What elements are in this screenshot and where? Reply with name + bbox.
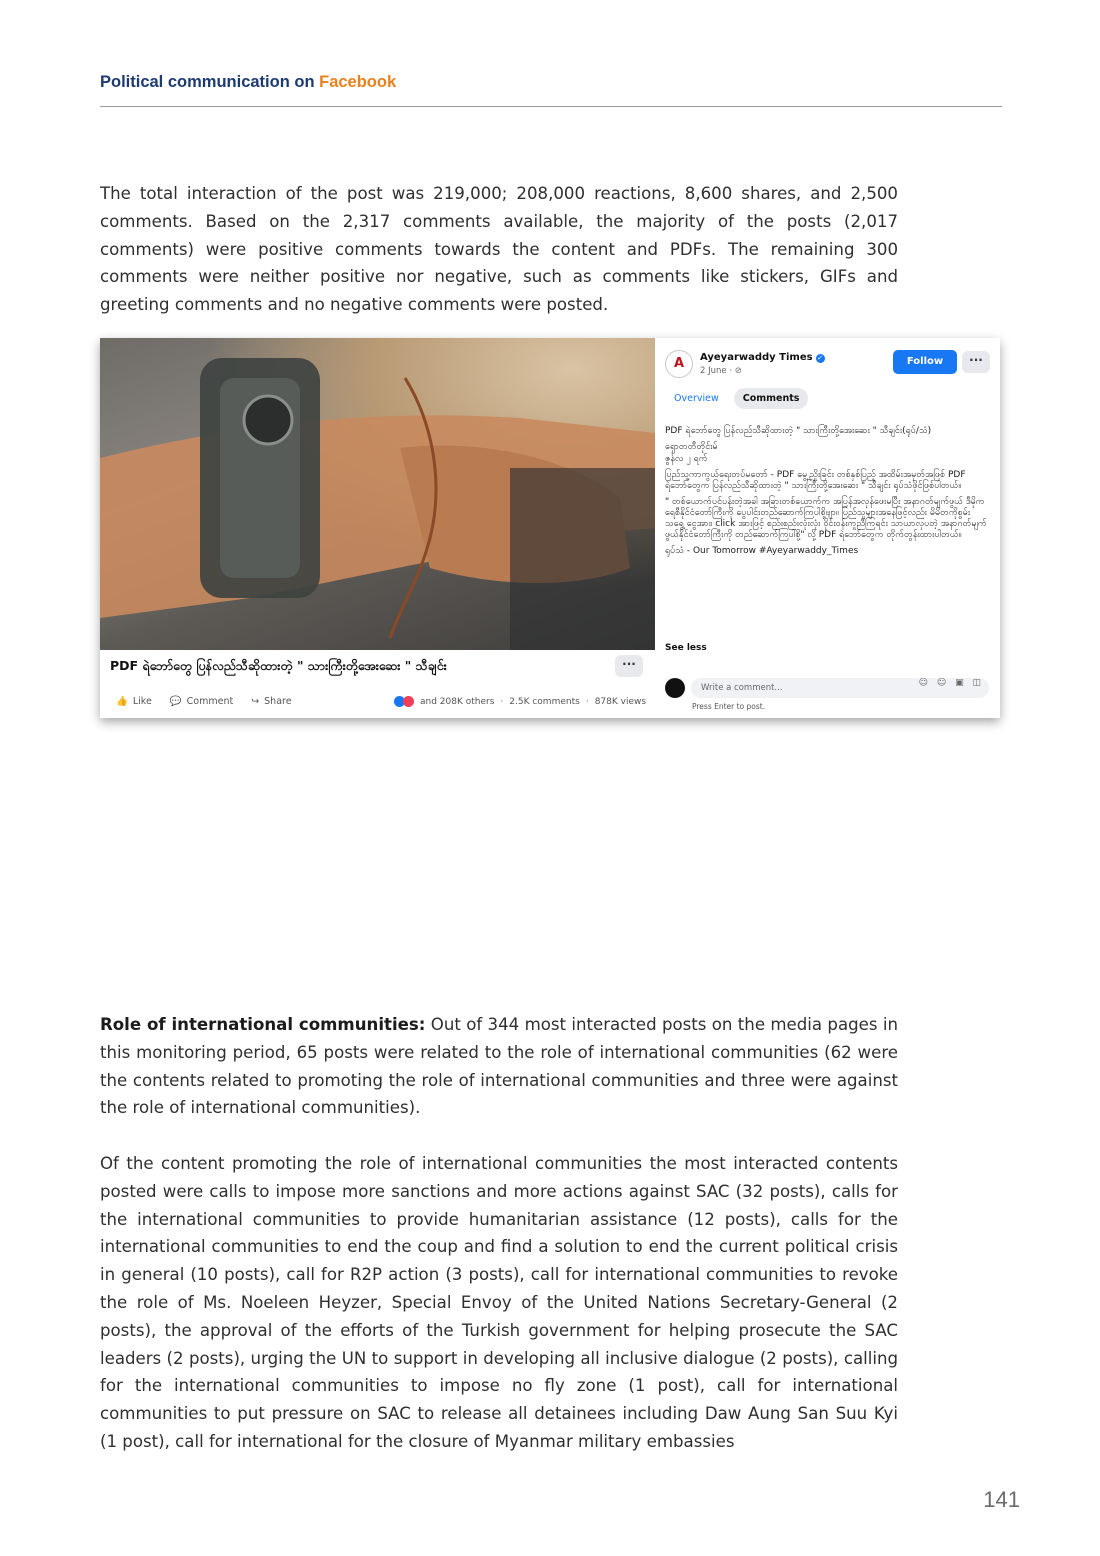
comment-bubble-icon: 💬 <box>169 696 182 707</box>
paragraph-international-role <box>100 1011 898 1122</box>
page-name[interactable] <box>700 352 825 363</box>
avatar <box>665 678 685 698</box>
more-options-button[interactable]: ··· <box>615 655 643 677</box>
comment-label: Comment <box>186 696 234 707</box>
post-line: ဇွန်လ ၂ ရက် <box>665 454 708 464</box>
post-line: " တစ်ယောက်ပင်ပန်းတဲ့အခါ အခြားတစ်ယောက်က အပြန်အလှန်ဖေးမပြီး အနာဂတ်မျက်ဖွယ် ဒီမိုကရေစီနိုင်ငံတော်ကြီးကို ပွေပါင်းတည်ဆောက်ကြပါစို့ဗျာ။ ပြည်သူများအနေဖြင့်လည်း မိမိတကိုစွမ်းသရွေ့ ငွေအား၊ click အားဖြင့် စည်းစည်းလုံးလုံး ဝိုင်းဝန်းကူညီကြရင်း သာယာလှပတဲ့ အနာဂတ်မျက်ဖွယ်နိုင်ငံတော်ကြီးကို တည်ဆောက်ကြပါစို့" လို့ PDF ရဲဘော်တွေက တိုက်တွန်းထားပါတယ်။ <box>665 497 987 540</box>
wrist-watch-photo <box>100 338 655 650</box>
post-date: 2 June · ⊘ <box>700 366 742 376</box>
header-title <box>100 73 396 91</box>
paragraph-interaction: The total interaction of the post was 219,000; 208,000 reactions, 8,600 shares, and 2,500 comments. Based on the 2,317 comments available, the majority of the posts (2,017 comments) were positive comments towards the content and PDFs. The remaining 300 comments were neither positive nor negative, such as comments like stickers, GIFs and greeting comments and no negative comments were posted. <box>100 184 898 315</box>
comment-composer <box>665 678 990 698</box>
see-less-link[interactable]: See less <box>665 643 707 653</box>
view-count: 878K views <box>594 696 647 707</box>
post-actions <box>116 696 292 707</box>
follow-button[interactable]: Follow <box>893 350 957 374</box>
tab-overview[interactable]: Overview <box>674 393 719 404</box>
post-caption-bar <box>100 650 655 718</box>
comment-input[interactable]: Write a comment... <box>691 678 989 698</box>
comment-count[interactable]: 2.5K comments <box>509 696 580 707</box>
paragraph-body: Out of 344 most interacted posts on the media pages in this monitoring period, 65 posts were related to the role of international communities (62 were the contents related to promoting the role of international communities and three were against the role of international communities). <box>100 1015 898 1118</box>
page-header <box>100 72 1002 107</box>
post-description <box>665 426 987 562</box>
comment-tool-icons[interactable]: ☺ ☺ ▣ ◫ <box>918 678 984 688</box>
like-button[interactable] <box>116 696 152 707</box>
facebook-post-screenshot <box>100 338 1000 718</box>
post-stats <box>394 696 646 707</box>
post-line: ပြည်သူ့ကာကွယ်ရေးတပ်မတော် - PDF မွေ့ညှိုးခြင်း တစ်နှစ်ပြည့် အထိမ်းအမှတ်အဖြစ် PDF ရဲဘော်တွေက ပြန်လည်သီဆိုထားတဲ့ " သားကြီးတို့အေးဆေး " သီချင်း ရုပ်သံဖိုင်ဖြစ်ပါတယ်။ <box>665 470 966 491</box>
love-reaction-icon <box>403 696 414 707</box>
stats-separator: · <box>500 696 504 707</box>
share-arrow-icon: ↪ <box>251 696 260 707</box>
comment-button[interactable] <box>170 696 233 707</box>
post-line: ရှောတတီတိုင်းမ် <box>665 442 718 452</box>
reaction-count[interactable]: and 208K others <box>420 696 495 707</box>
post-line: ရုပ်သံ - Our Tomorrow #Ayeyarwaddy_Times <box>665 546 859 556</box>
page-logo[interactable]: A <box>665 350 693 378</box>
page-name-text: Ayeyarwaddy Times <box>700 352 813 363</box>
post-title: PDF ရဲဘော်တွေ ပြန်လည်သီဆိုထားတဲ့ " သားကြီးတို့အေးဆေး " သီချင်း <box>110 658 447 673</box>
page-number: 141 <box>983 1487 1020 1512</box>
like-label: Like <box>132 696 152 707</box>
post-side-panel <box>655 338 1000 718</box>
press-enter-hint: Press Enter to post. <box>692 702 766 711</box>
header-title-accent: Facebook <box>319 73 397 91</box>
share-button[interactable] <box>251 696 291 707</box>
paragraph-content-promoting: Of the content promoting the role of international communities the most interacted contents posted were calls to impose more sanctions and more actions against SAC (32 posts), calls for the international communities to provide humanitarian assistance (12 posts), calls for the international communities to end the coup and find a solution to end the current political crisis in general (10 posts), call for R2P action (3 posts), call for international communities to revoke the role of Ms. Noeleen Heyzer, Special Envoy of the United Nations Secretary-General (2 posts), the approval of the efforts of the Turkish government for helping prosecute the SAC leaders (2 posts), urging the UN to support in developing all inclusive dialogue (2 posts), calling for the international communities to impose no fly zone (1 post), call for international communities to put pressure on SAC to release all detainees including Daw Aung San Suu Kyi (1 post), call for international for the closure of Myanmar military embassies <box>100 1154 898 1451</box>
share-label: Share <box>264 696 292 707</box>
verified-badge-icon: ✓ <box>817 354 824 362</box>
thumbs-up-icon: 👍 <box>116 696 128 707</box>
video-still-image <box>100 338 655 650</box>
panel-tabs <box>665 388 808 409</box>
page-more-options-button[interactable]: ··· <box>962 351 990 373</box>
tab-comments[interactable]: Comments <box>734 388 809 409</box>
header-title-text: Political communication on <box>100 73 315 91</box>
post-line: PDF ရဲဘော်တွေ ပြန်လည်သီဆိုထားတဲ့ " သားကြီးတို့အေးဆေး " သီချင်း(ရုပ်/သံ) <box>665 426 932 436</box>
paragraph-lead: Role of international communities: <box>100 1015 426 1034</box>
stats-separator: · <box>585 696 589 707</box>
